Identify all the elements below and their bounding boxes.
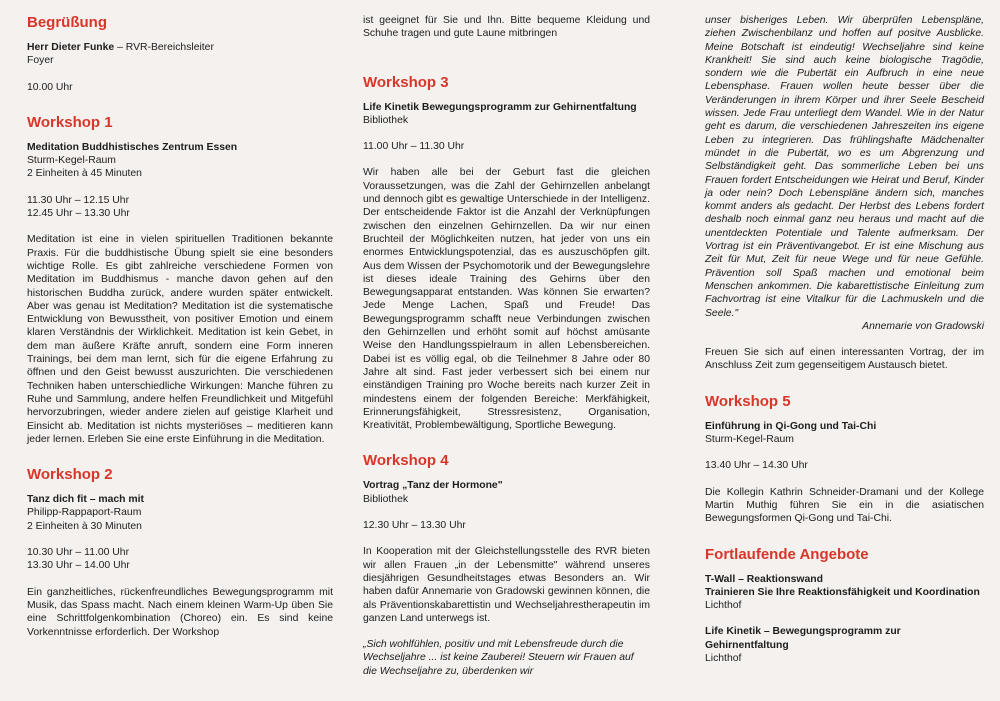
- column-middle: [363, 14, 650, 678]
- ongoing-item-1-title: T-Wall – Reaktionswand: [705, 573, 823, 585]
- workshop-3-title: Life Kinetik Bewegungsprogramm zur Gehirnentfaltung: [363, 101, 637, 113]
- column-left: [27, 14, 333, 639]
- speaker-role: – RVR-Bereichsleiter: [114, 42, 214, 53]
- workshop-1-body: Meditation ist eine in vielen spirituellen Traditionen bekannte Praxis. Für die buddhistische Übung spielt sie eine besonders wichtige Rolle. Es gibt zahlreiche verschiedene Formen von Meditation im Buddhismus - manche davon gehen auf den historischen Buddha zurück, andere wurden später entwickelt. Aber was genau ist Meditation? Meditation ist die systematische Entwicklung von Bewusstheit, von positiver Emotion und einem klaren Verständnis der Wirklichkeit. Meditation ist kein Gebet, in dem man äußere Kräfte anruft, sondern eine Form inneren Trainings, bei dem man lernt, sich für die eigene Erfahrung zu öffnen und den Geist bewusst auszurichten. Die verschiedenen Techniken haben unterschiedliche Wirkungen: Manche führen zu Ruhe und Sammlung, andere helfen Freundlichkeit und Mitgefühl hervorzubringen, wieder andere zielen auf geistige Klarheit und Einsicht ab. Meditation ist nichts mysteriöses – meditieren kann jeder lernen. Erleben Sie eine erste Einführung in die Meditation.: [27, 234, 333, 445]
- workshop-1-room: Sturm-Kegel-Raum: [27, 155, 116, 167]
- column-right: [705, 14, 984, 665]
- ongoing-item-1-place: Lichthof: [705, 600, 742, 612]
- workshop-2-body: Ein ganzheitliches, rückenfreundliches Bewegungsprogramm mit Musik, das Spass macht. Nach einem kleinen Warm-Up üben Sie eine Schrittfolgenkombination (Choreo) ein. Es sind keine Vorkenntnisse erforderlich. Der Workshop: [27, 586, 333, 638]
- workshop-2-time-1: 10.30 Uhr – 11.00 Uhr: [27, 547, 130, 559]
- lecture-closing: Freuen Sie sich auf einen interessanten Vortrag, der im Anschluss Zeit zum gegenseitigem Austausch bietet.: [705, 347, 984, 372]
- workshop-3-time: 11.00 Uhr – 11.30 Uhr: [363, 141, 465, 153]
- ongoing-item-2-place: Lichthof: [705, 652, 742, 664]
- section-heading-workshop-3: Workshop 3: [363, 73, 449, 91]
- workshop-1-units: 2 Einheiten à 45 Minuten: [27, 168, 142, 180]
- speaker-line: [27, 41, 333, 54]
- workshop-4-title: Vortrag „Tanz der Hormone": [363, 480, 503, 492]
- section-heading-begruessung: Begrüßung: [27, 14, 107, 31]
- speaker-name: Herr Dieter Funke: [27, 42, 115, 53]
- workshop-2-title: Tanz dich fit – mach mit: [27, 494, 145, 506]
- workshop-4-quote: „Sich wohlfühlen, positiv und mit Lebensfreude durch die Wechseljahre ... ist keine Zauberei! Steuern wir Frauen auf die Wechseljahre zu, überdenken wir: [363, 639, 634, 677]
- workshop-4-time: 12.30 Uhr – 13.30 Uhr: [363, 520, 466, 532]
- workshop-2-room: Philipp-Rappaport-Raum: [27, 507, 142, 519]
- workshop-4-body: In Kooperation mit der Gleichstellungsstelle des RVR bieten wir allen Frauen „in der Lebensmitte" während unseres diesjährigen Gesundheitstages etwas Besonders an. Wir haben dafür Annemarie von Gradowski gewinnen können, die als Präventionskabarettistin und Wechseljahrestherapeutin im ganzen Land unterwegs ist.: [363, 546, 650, 624]
- begruessung-time: 10.00 Uhr: [27, 81, 73, 93]
- begruessung-place: Foyer: [27, 55, 54, 67]
- workshop-2-units: 2 Einheiten à 30 Minuten: [27, 520, 142, 532]
- workshop-2-time-2: 13.30 Uhr – 14.00 Uhr: [27, 560, 130, 572]
- workshop-1-time-1: 11.30 Uhr – 12.15 Uhr: [27, 194, 130, 206]
- workshop-1-title: Meditation Buddhistisches Zentrum Essen: [27, 141, 238, 153]
- ongoing-item-1-subtitle: Trainieren Sie Ihre Reaktionsfähigkeit und Koordination: [705, 586, 980, 598]
- section-heading-fortlaufende-angebote: Fortlaufende Angebote: [705, 545, 869, 563]
- workshop-1-time-2: 12.45 Uhr – 13.30 Uhr: [27, 208, 130, 220]
- workshop-3-room: Bibliothek: [363, 114, 409, 126]
- section-heading-workshop-4: Workshop 4: [363, 452, 449, 470]
- workshop-4-room: Bibliothek: [363, 493, 409, 505]
- workshop-5-room: Sturm-Kegel-Raum: [705, 434, 794, 446]
- workshop-5-body: Die Kollegin Kathrin Schneider-Dramani und der Kollege Martin Muthig führen Sie ein in die asiatischen Bewegungsformen Qi-Gong und Tai-Chi.: [705, 486, 984, 525]
- workshop-3-body: Wir haben alle bei der Geburt fast die gleichen Voraussetzungen, was die Zahl der Gehirnzellen anbelangt und dennoch gibt es gewaltige Unterschiede in der Intelligenz. Der entscheidende Faktor ist die Anzahl der Verknüpfungen zwischen den einzelnen Gehirnzellen. Da wir nur einen Bruchteil der Möglichkeiten nutzen, hat jeder von uns ein enormes Entwicklungspotenzial, das es auszuschöpfen gilt. Aus dem Wissen der Psychomotorik und der Bewegungslehre ist dieses ideale Training des Gehirns über den Bewegungsapparat entstanden. Was können Sie erwarten? Jede Menge Lachen, Spaß und Freude! Das Bewegungsprogramm schafft neue Verbindungen zwischen den Gehirnzellen und erhöht somit auf höchst amüsante Weise den Handlungsspielraum in allen Lebensbereichen. Dabei ist es völlig egal, ob die Teilnehmer 8 Jahre oder 80 Jahre alt sind. Fast jeder verbessert sich bei einem nur einständigen Training pro Woche bereits nach kurzer Zeit in mindestens einem der folgenden Bereiche: Merkfähigkeit, Erinnerungsfähigkeit, Stressresistenz, Organisation, Kreativität, Problembewältigung, Sportliche Bewegung.: [363, 167, 650, 432]
- section-heading-workshop-5: Workshop 5: [705, 392, 791, 410]
- quote-continued: unser bisheriges Leben. Wir überprüfen Lebenspläne, ziehen Zwischenbilanz und hoffen auf positve Ausblicke. Meine Botschaft ist eindeutig! Wechseljahre sind keine Krankheit! Sie sind auch keine biologische Tragödie, sondern wie die Pubertät ein Aufbruch in eine neue Lebensphase. Frauen wollen heute besser über die Veränderungen in ihrem Körper und ihrer Seele Bescheid wissen. Jede Frau unterliegt dem Wandel. Wie in der Natur geht es darum, die verschiedenen Jahreszeiten ins eigene Leben zu integrieren. Das frühlingshafte Mädchenalter mündet in die Pubertät, wo es um Abgrenzung und Selbständigkeit geht. Das sommerliche Leben bei uns Frauen fordert Entscheidungen wie Heirat und Beruf, Kinder ja oder nein? Doch Lebenspläne ändern sich, manches kommt anders als gedacht. Der Herbst des Lebens fordert deshalb noch einmal ganz neu heraus und macht auf die unentdeckten Potentiale und Talente aufmerksam. Der Vortrag ist ein Präventivangebot. Er ist eine Mischung aus Zeit für Mut, Zeit für neue Wege und für neue Gefühle. Prävention soll Spaß machen und emotional beim Menschen ankommen. Die kabarettistische Einleitung zum Fachvortrag ist eine Vitalkur für die Lachmuskeln und die Seele.": [705, 15, 984, 319]
- workshop-2-body-continued: ist geeignet für Sie und Ihn. Bitte bequeme Kleidung und Schuhe tragen und gute Laune mitbringen: [363, 15, 650, 40]
- workshop-5-title: Einführung in Qi-Gong und Tai-Chi: [705, 420, 877, 432]
- workshop-5-time: 13.40 Uhr – 14.30 Uhr: [705, 460, 808, 472]
- ongoing-item-2-title: Life Kinetik – Bewegungsprogramm zur Gehirnentfaltung: [705, 626, 901, 651]
- quote-author: Annemarie von Gradowski: [862, 320, 984, 332]
- section-heading-workshop-2: Workshop 2: [27, 466, 113, 484]
- section-heading-workshop-1: Workshop 1: [27, 113, 113, 131]
